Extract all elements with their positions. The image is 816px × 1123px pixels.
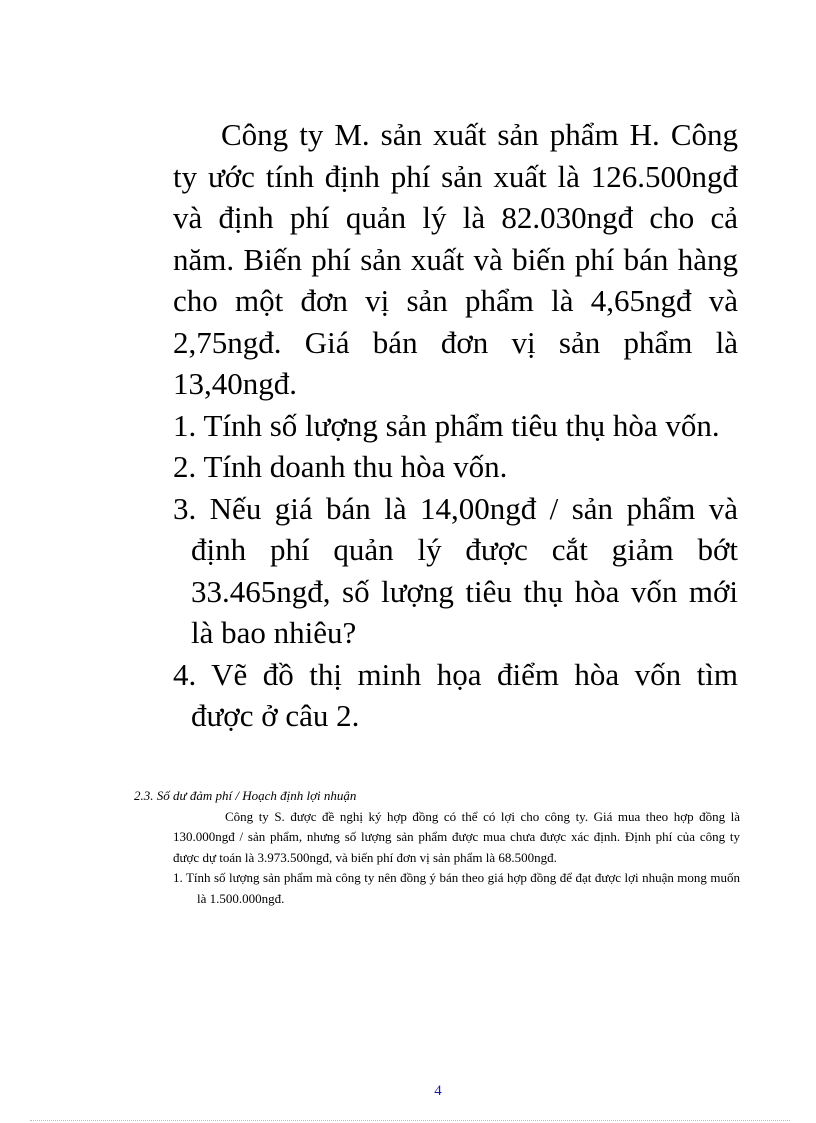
exercise-question-4: 4. Vẽ đồ thị minh họa điểm hòa vốn tìm được ở câu 2. xyxy=(173,656,738,733)
footer-divider xyxy=(30,1120,790,1121)
exercise-intro: Công ty M. sản xuất sản phẩm H. Công ty ước tính định phí sản xuất là 126.500ngđ và định phí quản lý là 82.030ngđ cho cả năm. Biến phí sản xuất và biến phí bán hàng cho một đơn vị sản phẩm là 4,65ngđ và 2,75ngđ. Giá bán đơn vị sản phẩm là 13,40ngđ. xyxy=(173,117,738,401)
page-number: 4 xyxy=(434,1083,442,1099)
section-question-1: 1. Tính số lượng sản phẩm mà công ty nên đồng ý bán theo giá hợp đồng để đạt được lợi nhuận mong muốn là 1.500.000ngđ. xyxy=(173,870,740,906)
exercise-question-3: 3. Nếu giá bán là 14,00ngđ / sản phẩm và định phí quản lý được cắt giảm bớt 33.465ngđ, số lượng tiêu thụ hòa vốn mới là bao nhiêu? xyxy=(173,490,738,650)
exercise-question-2: 2. Tính doanh thu hòa vốn. xyxy=(173,449,508,484)
exercise-question-1: 1. Tính số lượng sản phẩm tiêu thụ hòa vốn. xyxy=(173,407,720,443)
section-heading: 2.3. Số dư đảm phí / Hoạch định lợi nhuận xyxy=(134,788,357,803)
section-body: Công ty S. được đề nghị ký hợp đồng có thể có lợi cho công ty. Giá mua theo hợp đồng là 130.000ngđ / sản phẩm, nhưng số lượng sản phẩm được mua chưa được xác định. Định phí của công ty được dự toán là 3.973.500ngđ, và biến phí đơn vị sản phẩm là 68.500ngđ. xyxy=(173,808,740,865)
exercise-block xyxy=(173,114,738,737)
section-block xyxy=(134,786,740,909)
